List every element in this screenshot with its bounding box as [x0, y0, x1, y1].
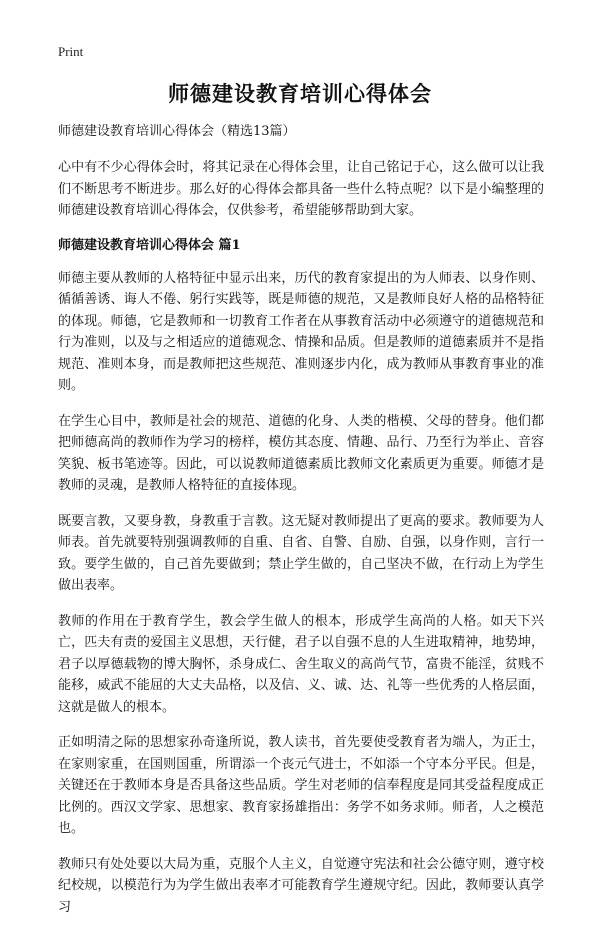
body-paragraph-6: 教师只有处处要以大局为重，克服个人主义，自觉遵守宪法和社会公德守则，遵守校纪校规，以模范行为为学生做出表率才可能教育学生遵规守纪。因此，教师要认真学习	[58, 856, 544, 915]
body-paragraph-2: 在学生心目中，教师是社会的规范、道德的化身、人类的楷模、父母的替身。他们都把师德高尚的教师作为学习的榜样，模仿其态度、情趣、品行、乃至行为举止、音容笑貌、板书笔迹等。因此，可以说教师道德素质比教师文化素质更为重要。师德才是教师的灵魂，是教师人格特征的直接体现。	[58, 413, 544, 493]
document-title: 师德建设教育培训心得体会	[168, 82, 432, 106]
body-paragraph-1: 师德主要从教师的人格特征中显示出来，历代的教育家提出的为人师表、以身作则、循循善诱、诲人不倦、躬行实践等，既是师德的规范，又是教师良好人格的品格特征的体现。师德，它是教师和一切教育工作者在从事教育活动中必须遵守的道德规范和行为准则，以及与之相适应的道德观念、情操和品质。但是教师的道德素质并不是指规范、准则本身，而是教师把这些规范、准则逐步内化，成为教师从事教育事业的准则。	[58, 270, 544, 393]
body-paragraph-5: 正如明清之际的思想家孙奇逢所说，教人读书，首先要使受教育者为端人，为正士，在家则家重，在国则国重，所谓添一个丧元气进士，不如添一个守本分平民。但是，关键还在于教师本身是否具备这些品质。学生对老师的信奉程度是同其受益程度成正比例的。西汉文学家、思想家、教育家扬雄指出：务学不如务求师。师者，人之模范也。	[58, 735, 544, 836]
section-heading: 师德建设教育培训心得体会 篇1	[58, 237, 241, 253]
document-body	[58, 122, 544, 932]
print-link[interactable]: Print	[58, 44, 84, 59]
body-paragraph-4: 教师的作用在于教育学生，教会学生做人的根本，形成学生高尚的人格。如天下兴亡，匹夫有责的爱国主义思想，天行健，君子以自强不息的人生进取精神，地势坤，君子以厚德载物的博大胸怀，杀身成仁、舍生取义的高尚气节，富贵不能淫，贫贱不能移，威武不能屈的大丈夫品格，以及信、义、诚、达、礼等一些优秀的人格层面，这就是做人的根本。	[58, 613, 544, 715]
intro-paragraph: 心中有不少心得体会时，将其记录在心得体会里，让自己铭记于心，这么做可以让我们不断思考不断进步。那么好的心得体会都具备一些什么特点呢？以下是小编整理的师德建设教育培训心得体会，仅供参考，希望能够帮助到大家。	[58, 160, 544, 218]
document-subtitle: 师德建设教育培训心得体会（精选13篇）	[58, 124, 296, 139]
body-paragraph-3: 既要言教，又要身教，身教重于言教。这无疑对教师提出了更高的要求。教师要为人师表。首先就要特别强调教师的自重、自省、自警、自励、自强，以身作则，言行一致。要学生做的，自己首先要做到；禁止学生做的，自己坚决不做，在行动上为学生做出表率。	[58, 513, 544, 593]
